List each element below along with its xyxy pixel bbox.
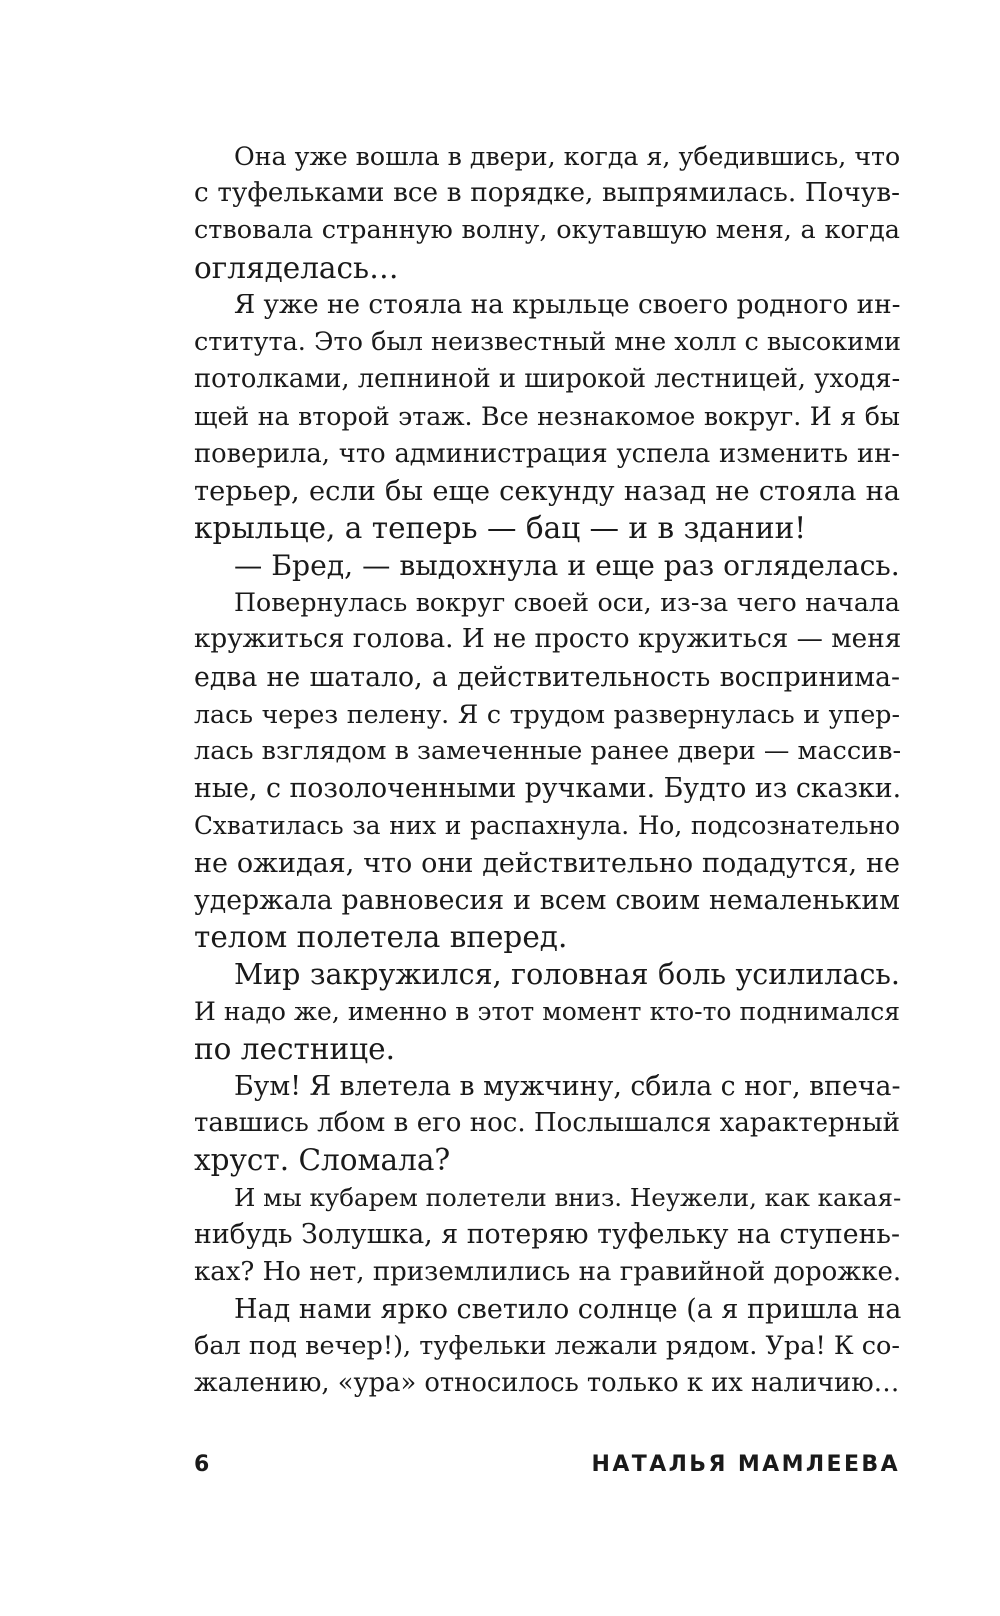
text-line: телом полетела вперед. [194, 919, 568, 954]
paragraph [194, 956, 900, 1068]
paragraph [194, 547, 900, 584]
text-line: едва не шатало, а действительность воспринима- [194, 661, 900, 693]
text-line: хруст. Сломала? [194, 1143, 451, 1178]
text-line: ках? Но нет, приземлились на гравийной дорожке. [194, 1256, 902, 1287]
body-text [194, 138, 900, 1402]
page-footer [194, 1452, 900, 1488]
text-line: Схватилась за них и распахнула. Но, подсознательно [194, 811, 900, 841]
text-line: кружиться голова. И не просто кружиться — меня [194, 624, 902, 655]
text-line: с туфельками все в порядке, выпрямилась. Почув- [194, 178, 900, 209]
text-line: Мир закружился, головная боль усилилась. [234, 958, 900, 992]
text-line: по лестнице. [194, 1031, 395, 1066]
text-line: щей на второй этаж. Все незнакомое вокруг. И я бы [194, 402, 900, 432]
text-line: удержала равновесия и всем своим немаленьким [194, 884, 900, 916]
text-line: не ожидая, что они действительно подадутся, не [194, 847, 900, 879]
text-line: ные, с позолоченными ручками. Будто из сказки. [194, 773, 902, 805]
text-line: — Бред, — выдохнула и еще раз огляделась. [234, 549, 900, 583]
text-line: тавшись лбом в его нос. Послышался характерный [194, 1107, 900, 1138]
paragraph [194, 1179, 900, 1291]
text-line: поверила, что администрация успела изменить ин- [194, 438, 900, 469]
text-line: терьер, если бы еще секунду назад не стояла на [194, 475, 900, 507]
text-line: ствовала странную волну, окутавшую меня, а когда [194, 215, 900, 246]
text-line: огляделась… [194, 250, 399, 285]
text-line: лась взглядом в замеченные ранее двери — массив- [194, 736, 902, 766]
paragraph [194, 287, 900, 547]
text-line: Над нами ярко светило солнце (а я пришла на [234, 1293, 902, 1325]
text-line: И надо же, именно в этот момент кто-то поднимался [194, 997, 900, 1027]
text-line: бал под вечер!), туфельки лежали рядом. Ура! К со- [194, 1331, 900, 1361]
running-header-author: НАТАЛЬЯ МАМЛЕЕВА [591, 1452, 900, 1477]
paragraph [194, 1068, 900, 1180]
text-line: жалению, «ура» относилось только к их наличию… [194, 1368, 900, 1399]
paragraph [194, 1291, 900, 1403]
text-line: Повернулась вокруг своей оси, из-за чего начала [234, 588, 900, 618]
page-number: 6 [194, 1452, 212, 1477]
text-line: И мы кубарем полетели вниз. Неужели, как какая- [234, 1183, 902, 1213]
paragraph [194, 138, 900, 287]
text-line: ститута. Это был неизвестный мне холл с высокими [194, 326, 901, 357]
paragraph [194, 584, 900, 956]
text-line: лась через пелену. Я с трудом развернулась и упер- [194, 699, 900, 729]
text-line: нибудь Золушка, я потеряю туфельку на ступень- [194, 1219, 900, 1251]
text-line: Бум! Я влетела в мужчину, сбила с ног, впеча- [234, 1070, 901, 1102]
text-line: Она уже вошла в двери, когда я, убедившись, что [234, 142, 901, 171]
text-line: Я уже не стояла на крыльце своего родного ин- [234, 289, 901, 320]
text-line: крыльце, а теперь — бац — и в здании! [194, 510, 807, 545]
text-line: потолками, лепниной и широкой лестницей, уходя- [194, 364, 901, 395]
